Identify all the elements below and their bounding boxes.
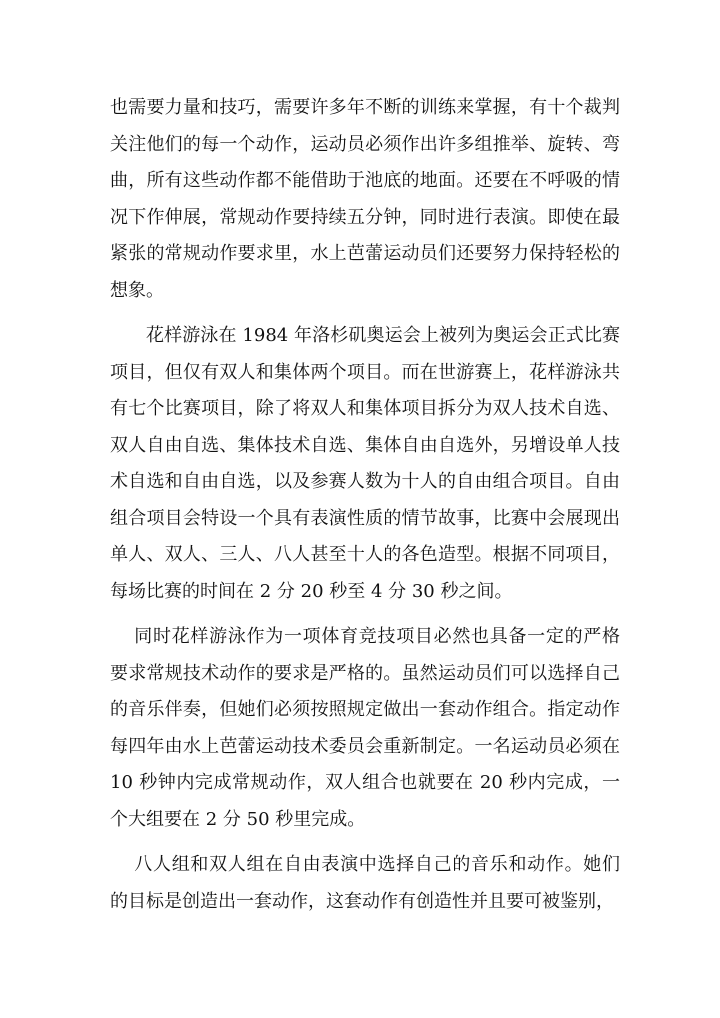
document-body (110, 90, 620, 920)
paragraph-2: 花样游泳在 1984 年洛杉矶奥运会上被列为奥运会正式比赛项目，但仅有双人和集体两个项目。而在世游赛上，花样游泳共有七个比赛项目，除了将双人和集体项目拆分为双人技术自选、双人自由自选、集体技术自选、集体自由自选外，另增设单人技术自选和自由自选，以及参赛人数为十人的自由组合项目。自由组合项目会特设一个具有表演性质的情节故事，比赛中会展现出单人、双人、三人、八人甚至十人的各色造型。根据不同项目，每场比赛的时间在 2 分 20 秒至 4 分 30 秒之间。 (110, 325, 620, 602)
paragraph-1: 也需要力量和技巧，需要许多年不断的训练来掌握，有十个裁判关注他们的每一个动作，运动员必须作出许多组推举、旋转、弯曲，所有这些动作都不能借助于池底的地面。还要在不呼吸的情况下作伸展，常规动作要持续五分钟，同时进行表演。即使在最紧张的常规动作要求里，水上芭蕾运动员们还要努力保持轻松的想象。 (110, 97, 620, 301)
paragraph-3: 同时花样游泳作为一项体育竞技项目必然也具备一定的严格要求常规技术动作的要求是严格的。虽然运动员们可以选择自己的音乐伴奏，但她们必须按照规定做出一套动作组合。指定动作每四年由水上芭蕾运动技术委员会重新制定。一名运动员必须在10 秒钟内完成常规动作，双人组合也就要在 20 秒内完成，一个大组要在 2 分 50 秒里完成。 (110, 626, 620, 830)
paragraph-4: 八人组和双人组在自由表演中选择自己的音乐和动作。她们的目标是创造出一套动作，这套动作有创造性并且要可被鉴别， (110, 854, 620, 912)
